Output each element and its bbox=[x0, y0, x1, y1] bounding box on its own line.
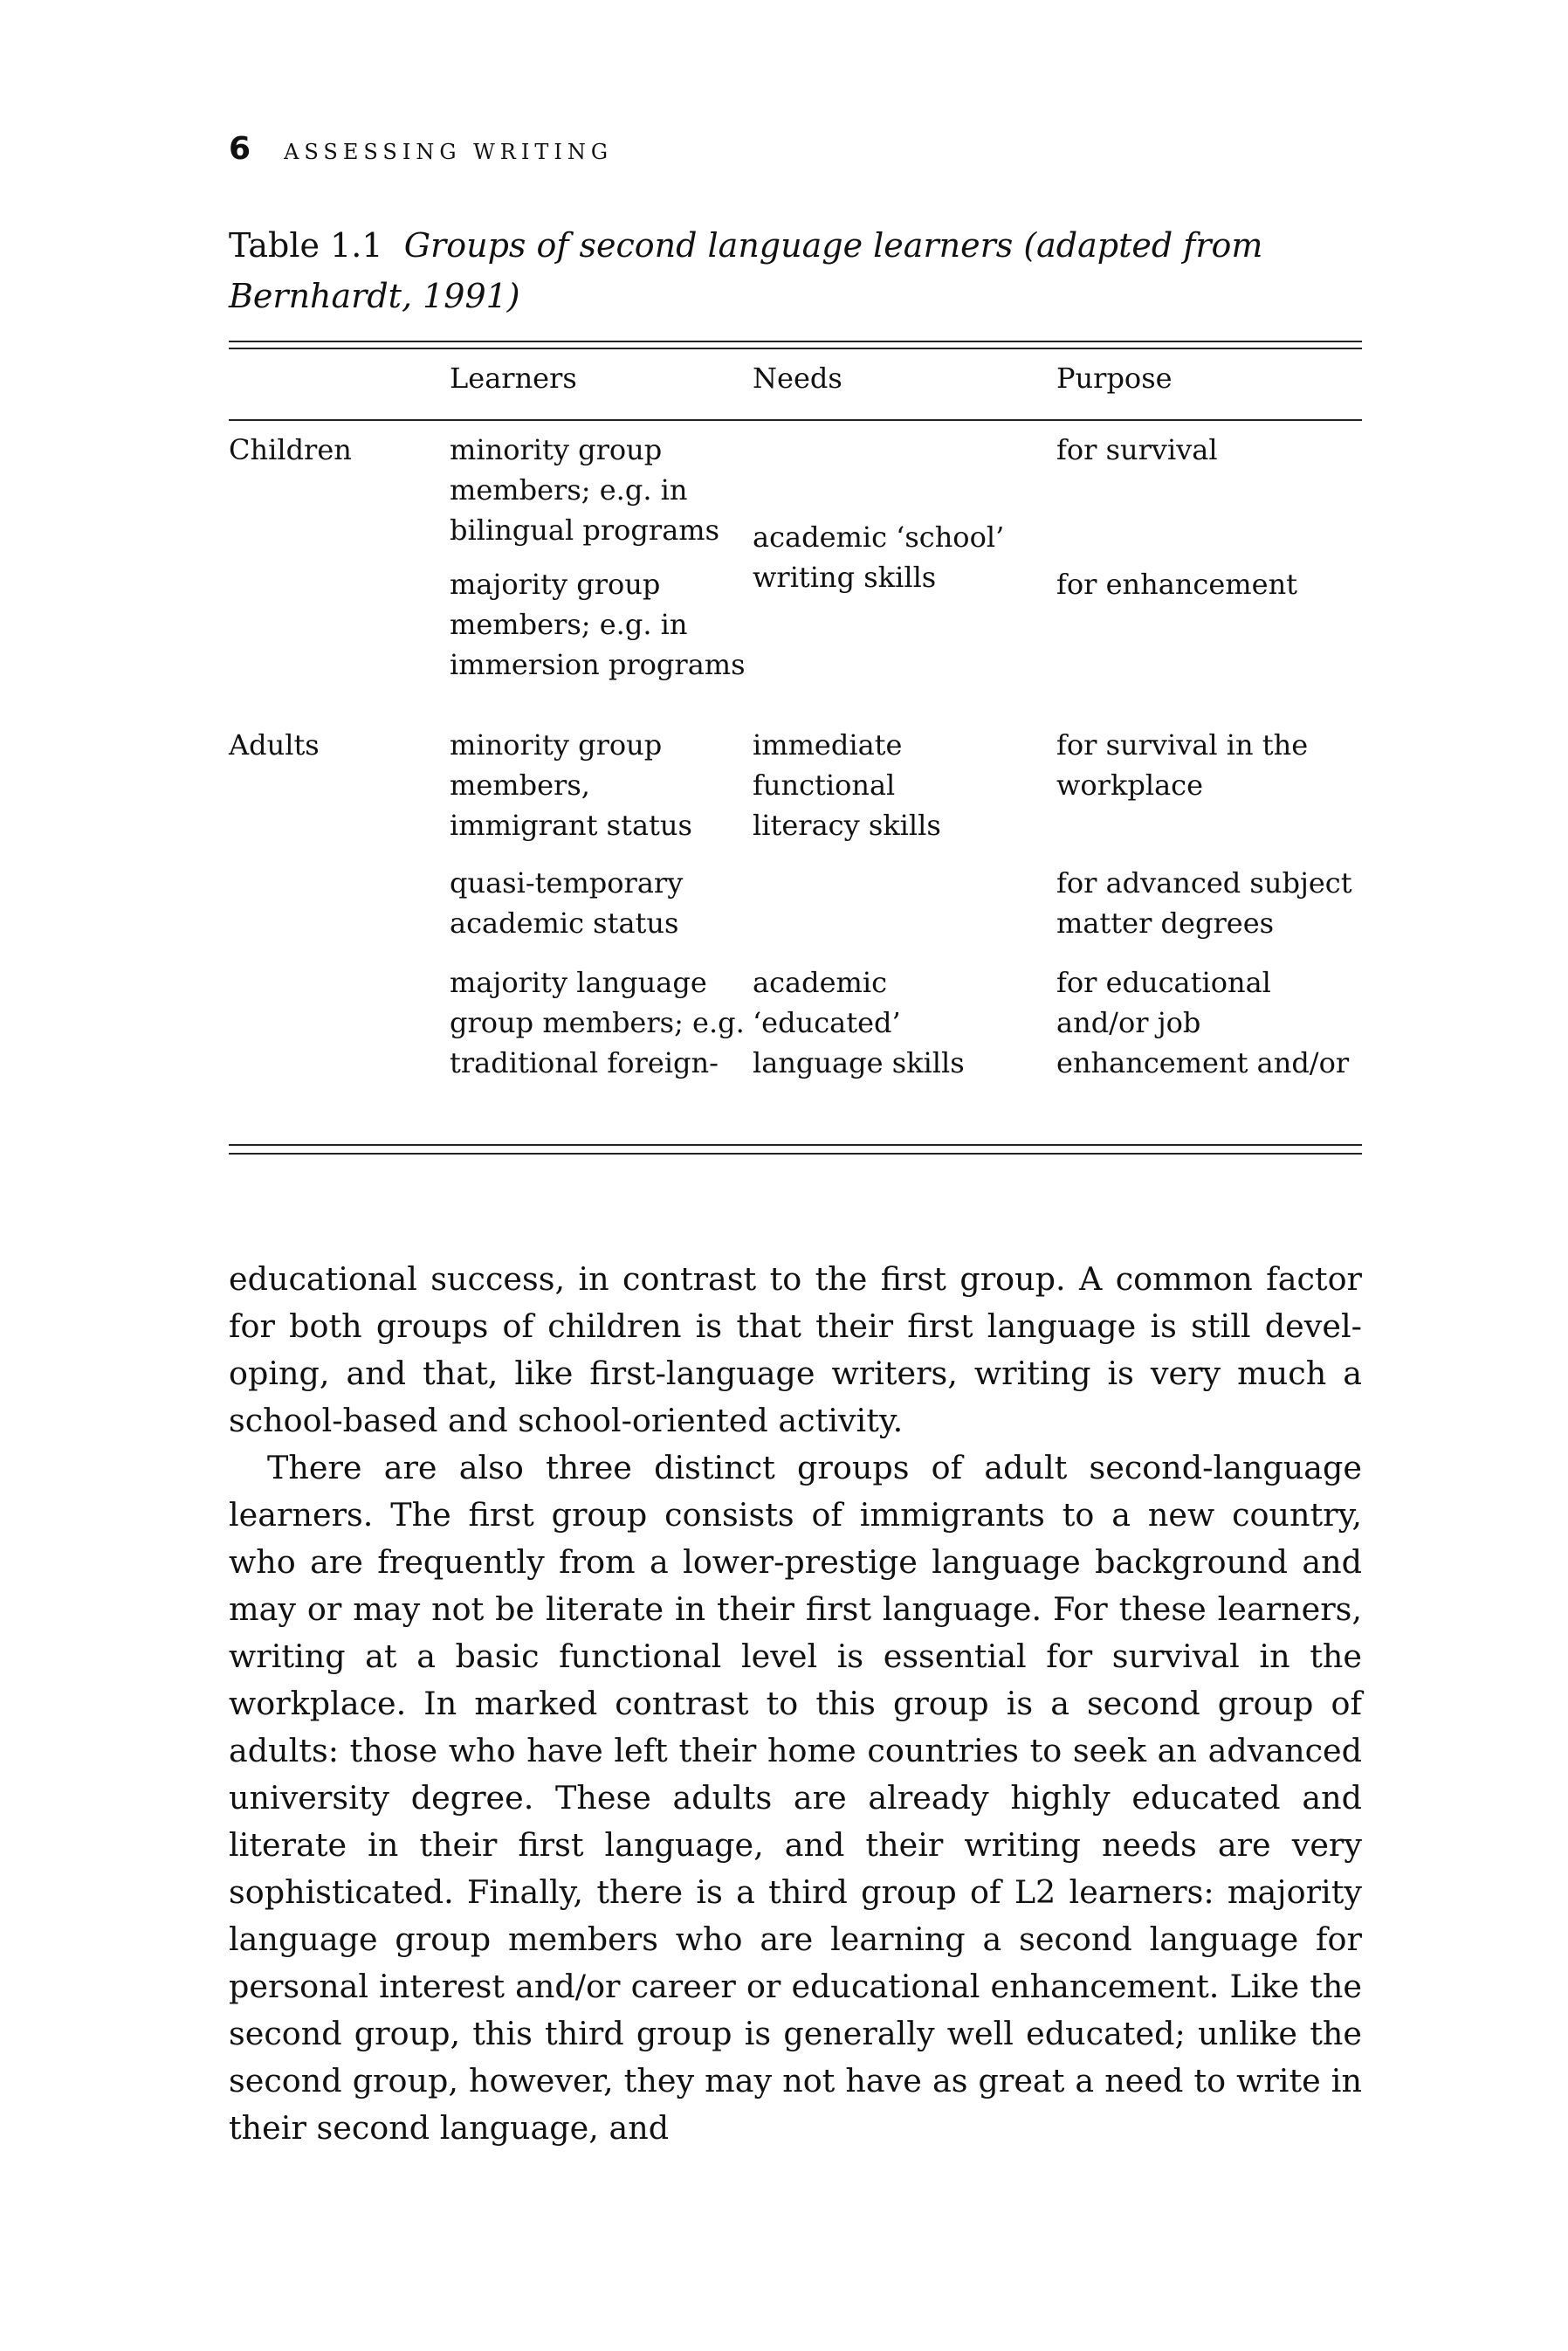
table-cell-line: immersion programs bbox=[450, 648, 746, 681]
adults-learner-quasi-temporary bbox=[450, 863, 683, 943]
table-cell-line: bilingual programs bbox=[450, 514, 720, 547]
table-cell-line: for advanced subject bbox=[1056, 866, 1352, 900]
table-cell-line: workplace bbox=[1056, 769, 1203, 802]
table-caption-title: Groups of second language learners (adapted from Bernhardt, 1991) bbox=[229, 226, 1263, 315]
children-learner-minority bbox=[450, 430, 719, 550]
table-cell-line: minority group bbox=[450, 728, 663, 762]
children-needs bbox=[753, 517, 1004, 597]
table-cell-line: members, bbox=[450, 769, 590, 802]
table-cell-line: members; e.g. in bbox=[450, 473, 688, 507]
table-cell-line: group members; e.g. bbox=[450, 1006, 745, 1039]
table-cell-line: minority group bbox=[450, 433, 663, 466]
table-cell-line: language skills bbox=[753, 1046, 965, 1079]
page-header bbox=[229, 131, 613, 175]
row-group-children: Children bbox=[229, 433, 352, 466]
adults-purpose-educational bbox=[1056, 962, 1349, 1083]
adults-learner-minority bbox=[450, 725, 692, 845]
table-cell-line: quasi-temporary bbox=[450, 866, 684, 900]
adults-needs-functional bbox=[753, 725, 941, 845]
body-paragraph-1: educational success, in contrast to the first group. A common factor for both groups of children is that their first language is still developing, and that, like first-language writers, writing is very much a school-based and school-oriented activity. bbox=[229, 1260, 1362, 1439]
table-cell-line: academic ‘school’ bbox=[753, 521, 1005, 554]
table-cell-line: and/or job bbox=[1056, 1006, 1201, 1039]
adults-learner-majority bbox=[450, 962, 745, 1083]
adults-purpose-survival bbox=[1056, 725, 1308, 805]
table-cell-line: traditional foreign- bbox=[450, 1046, 719, 1079]
table-caption-label: Table 1.1 bbox=[229, 226, 383, 265]
table-cell-line: functional bbox=[753, 769, 896, 802]
row-group-adults: Adults bbox=[229, 728, 320, 762]
children-purpose-enhancement: for enhancement bbox=[1056, 568, 1298, 601]
table-cell-line: immediate bbox=[753, 728, 903, 762]
table-cell-line: for educational bbox=[1056, 966, 1271, 999]
table-cell-line: ‘educated’ bbox=[753, 1006, 901, 1039]
body-paragraph-2: There are also three distinct groups of adult second-language learners. The first group consists of immigrants to a new country, who are frequently from a lower-prestige language background and may or may not be literate in their first language. For these learners, writing at a basic functional level is essential for survival in the workplace. In marked contrast to this group is a second group of adults: those who have left their home countries to seek an advanced university degree. These adults are already highly educated and literate in their first language, and their writing needs are very sophisticated. Finally, there is a third group of L2 learners: majority language group members who are learning a second language for personal interest and/or career or educational enhancement. Like the second group, this third group is generally well educated; unlike the second group, however, they may not have as great a need to write in their second language, and bbox=[229, 1449, 1362, 2147]
table-cell-line: writing skills bbox=[753, 561, 937, 594]
children-purpose-survival: for survival bbox=[1056, 433, 1218, 466]
table-cell-line: enhancement and/or bbox=[1056, 1046, 1350, 1079]
page-number: 6 bbox=[229, 131, 251, 167]
table-cell-line: majority language bbox=[450, 966, 707, 999]
running-head: ASSESSING WRITING bbox=[284, 140, 613, 164]
table-cell-line: immigrant status bbox=[450, 809, 692, 842]
adults-purpose-advanced bbox=[1056, 863, 1352, 943]
table-cell-line: for survival in the bbox=[1056, 728, 1309, 762]
body-text bbox=[229, 1256, 1362, 2152]
table-cell-line: academic bbox=[753, 966, 887, 999]
table-cell-line: academic status bbox=[450, 907, 679, 940]
table-cell-line: majority group bbox=[450, 568, 661, 601]
learner-groups-table bbox=[229, 341, 1362, 1162]
children-learner-majority bbox=[450, 564, 746, 685]
column-header-purpose: Purpose bbox=[1056, 362, 1173, 395]
adults-needs-academic bbox=[753, 962, 965, 1083]
column-header-learners: Learners bbox=[450, 362, 577, 395]
column-header-needs: Needs bbox=[753, 362, 842, 395]
table-cell-line: matter degrees bbox=[1056, 907, 1275, 940]
table-caption bbox=[229, 220, 1364, 321]
table-cell-line: literacy skills bbox=[753, 809, 941, 842]
table-cell-line: members; e.g. in bbox=[450, 608, 688, 641]
